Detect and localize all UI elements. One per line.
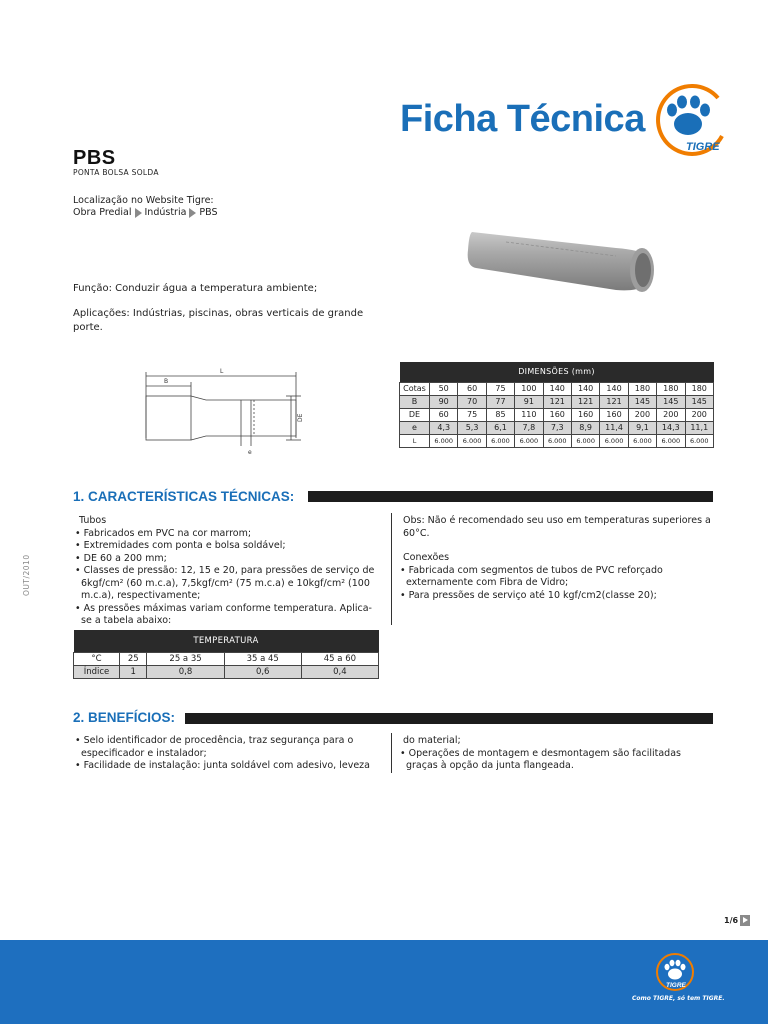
table-cell: 110	[515, 408, 543, 421]
side-date: OUT/2010	[22, 554, 31, 596]
footer-slogan: Como TIGRE, só tem TIGRE.	[632, 995, 725, 1002]
list-item: • Fabricada com segmentos de tubos de PVC reforçado externamente com Fibra de Vidro;	[400, 564, 663, 588]
footer-logo-text: TIGRE	[666, 982, 686, 989]
breadcrumb-item[interactable]: Indústria	[144, 207, 187, 218]
section-title-benefits: 2. BENEFÍCIOS:	[73, 710, 176, 725]
table-cell: DE	[400, 408, 430, 421]
drawing-label-bell: B	[164, 378, 169, 385]
benefits-left-column	[73, 735, 383, 773]
table-cell: Cotas	[400, 382, 430, 395]
product-name: PONTA BOLSA SOLDA	[73, 168, 159, 177]
list-item: do material;	[403, 735, 461, 746]
table-cell: 6.000	[600, 434, 628, 447]
table-cell: 100	[515, 382, 543, 395]
table-cell: 11,4	[600, 421, 628, 434]
table-row	[74, 652, 379, 665]
list-item: • Fabricados em PVC na cor marrom;	[75, 527, 252, 539]
table-cell: 75	[458, 408, 486, 421]
column-divider	[391, 513, 392, 625]
page-number	[724, 915, 750, 926]
table-cell: 160	[571, 408, 599, 421]
table-cell: 200	[685, 408, 713, 421]
drawing-label-thickness: e	[248, 449, 252, 456]
section-bar	[185, 713, 713, 724]
list-item: • Facilidade de instalação: junta soldável com adesivo, leveza	[75, 760, 370, 771]
table-cell: 60	[430, 408, 458, 421]
table-cell: 90	[430, 395, 458, 408]
table-cell: 200	[657, 408, 685, 421]
table-cell: 6.000	[628, 434, 656, 447]
table-cell: 7,8	[515, 421, 543, 434]
product-code: PBS	[73, 147, 116, 169]
tigre-logo	[648, 80, 728, 160]
table-cell: 6.000	[685, 434, 713, 447]
table-cell: 145	[657, 395, 685, 408]
table-cell: B	[400, 395, 430, 408]
table-cell: 9,1	[628, 421, 656, 434]
applications-text: Aplicações: Indústrias, piscinas, obras verticais de grande porte.	[73, 308, 364, 333]
section-title-characteristics: 1. CARACTERÍSTICAS TÉCNICAS:	[73, 489, 295, 504]
chevron-right-icon	[135, 208, 142, 218]
table-cell: 77	[486, 395, 514, 408]
table-cell: 140	[571, 382, 599, 395]
table-cell: 6.000	[543, 434, 571, 447]
table-cell: 0,8	[147, 665, 224, 678]
page-indicator: 1/6	[724, 916, 739, 925]
table-cell: 75	[486, 382, 514, 395]
table-cell: 121	[571, 395, 599, 408]
table-cell: 1	[120, 665, 147, 678]
table-cell: 180	[628, 382, 656, 395]
table-cell: 0,6	[224, 665, 301, 678]
table-cell: 70	[458, 395, 486, 408]
breadcrumb-item[interactable]: PBS	[199, 207, 218, 218]
section-bar	[308, 491, 713, 502]
table-row	[400, 434, 714, 447]
table-cell: 25 a 35	[147, 652, 224, 665]
table-cell: 121	[543, 395, 571, 408]
table-cell: 6.000	[571, 434, 599, 447]
table-row	[400, 395, 714, 408]
footer-bar	[0, 940, 768, 1024]
breadcrumb-item[interactable]: Obra Predial	[73, 207, 132, 218]
list-item: • Operações de montagem e desmontagem são facilitadas graças à opção da junta flangeada.	[400, 747, 681, 771]
logo-text: TIGRE	[686, 141, 720, 153]
list-item: • Para pressões de serviço até 10 kgf/cm2(classe 20);	[400, 589, 657, 601]
table-cell: 6.000	[657, 434, 685, 447]
list-item: • As pressões máximas variam conforme temperatura. Aplica-se a tabela abaixo:	[75, 602, 372, 626]
table-cell: 85	[486, 408, 514, 421]
observation-text: Obs: Não é recomendado seu uso em temperaturas superiores a 60°C.	[403, 515, 711, 539]
table-cell: 14,3	[657, 421, 685, 434]
subheading-connections: Conexões	[403, 552, 450, 563]
table-row	[400, 408, 714, 421]
table-cell: 91	[515, 395, 543, 408]
table-cell: 180	[685, 382, 713, 395]
table-cell: 6.000	[458, 434, 486, 447]
table-cell: 7,3	[543, 421, 571, 434]
dimensions-caption: DIMENSÕES (mm)	[400, 362, 714, 382]
table-cell: 8,9	[571, 421, 599, 434]
subheading-tubes: Tubos	[79, 515, 107, 526]
breadcrumb	[73, 207, 218, 218]
characteristics-right-column	[398, 515, 714, 602]
table-cell: 6.000	[515, 434, 543, 447]
table-cell: 121	[600, 395, 628, 408]
table-row	[400, 382, 714, 395]
table-cell: 5,3	[458, 421, 486, 434]
table-cell: 145	[685, 395, 713, 408]
table-cell: 35 a 45	[224, 652, 301, 665]
list-item: • DE 60 a 200 mm;	[75, 552, 167, 564]
table-cell: 45 a 60	[301, 652, 378, 665]
dimensions-table	[399, 362, 714, 448]
benefits-right-column	[398, 735, 714, 773]
list-item: • Extremidades com ponta e bolsa soldável;	[75, 540, 286, 551]
table-cell: 0,4	[301, 665, 378, 678]
list-item: • Classes de pressão: 12, 15 e 20, para pressões de serviço de 6kgf/cm² (60 m.c.a), 7,5kgf/cm² (75 m.c.a) e 10kgf/cm² (100 m.c.a), respectivamente;	[75, 565, 375, 601]
table-cell: 11,1	[685, 421, 713, 434]
table-cell: 160	[600, 408, 628, 421]
table-cell: 6.000	[486, 434, 514, 447]
table-cell: L	[400, 434, 430, 447]
table-row	[74, 665, 379, 678]
location-label: Localização no Website Tigre:	[73, 195, 214, 206]
table-cell: e	[400, 421, 430, 434]
page-title: Ficha Técnica	[400, 98, 645, 140]
characteristics-left-column	[73, 515, 381, 628]
table-cell: 145	[628, 395, 656, 408]
temperature-caption: TEMPERATURA	[74, 630, 379, 652]
table-cell: 60	[458, 382, 486, 395]
table-cell: 25	[120, 652, 147, 665]
table-cell: 50	[430, 382, 458, 395]
column-divider	[391, 733, 392, 773]
next-page-icon[interactable]	[740, 915, 750, 926]
table-cell: 200	[628, 408, 656, 421]
table-cell: °C	[74, 652, 120, 665]
table-cell: 4,3	[430, 421, 458, 434]
drawing-label-length: L	[220, 368, 224, 375]
technical-drawing	[136, 366, 316, 456]
drawing-label-diameter: DE	[297, 413, 304, 422]
table-row	[400, 421, 714, 434]
table-cell: 160	[543, 408, 571, 421]
table-cell: 140	[600, 382, 628, 395]
chevron-right-icon	[189, 208, 196, 218]
table-cell: Índice	[74, 665, 120, 678]
table-cell: 6.000	[430, 434, 458, 447]
table-cell: 6,1	[486, 421, 514, 434]
list-item: • Selo identificador de procedência, traz segurança para o especificador e instalador;	[75, 735, 354, 759]
function-text: Função: Conduzir água a temperatura ambiente;	[73, 283, 318, 294]
footer-tigre-logo	[655, 952, 695, 992]
temperature-table	[73, 630, 379, 679]
table-cell: 180	[657, 382, 685, 395]
pipe-photo	[466, 220, 666, 300]
table-cell: 140	[543, 382, 571, 395]
